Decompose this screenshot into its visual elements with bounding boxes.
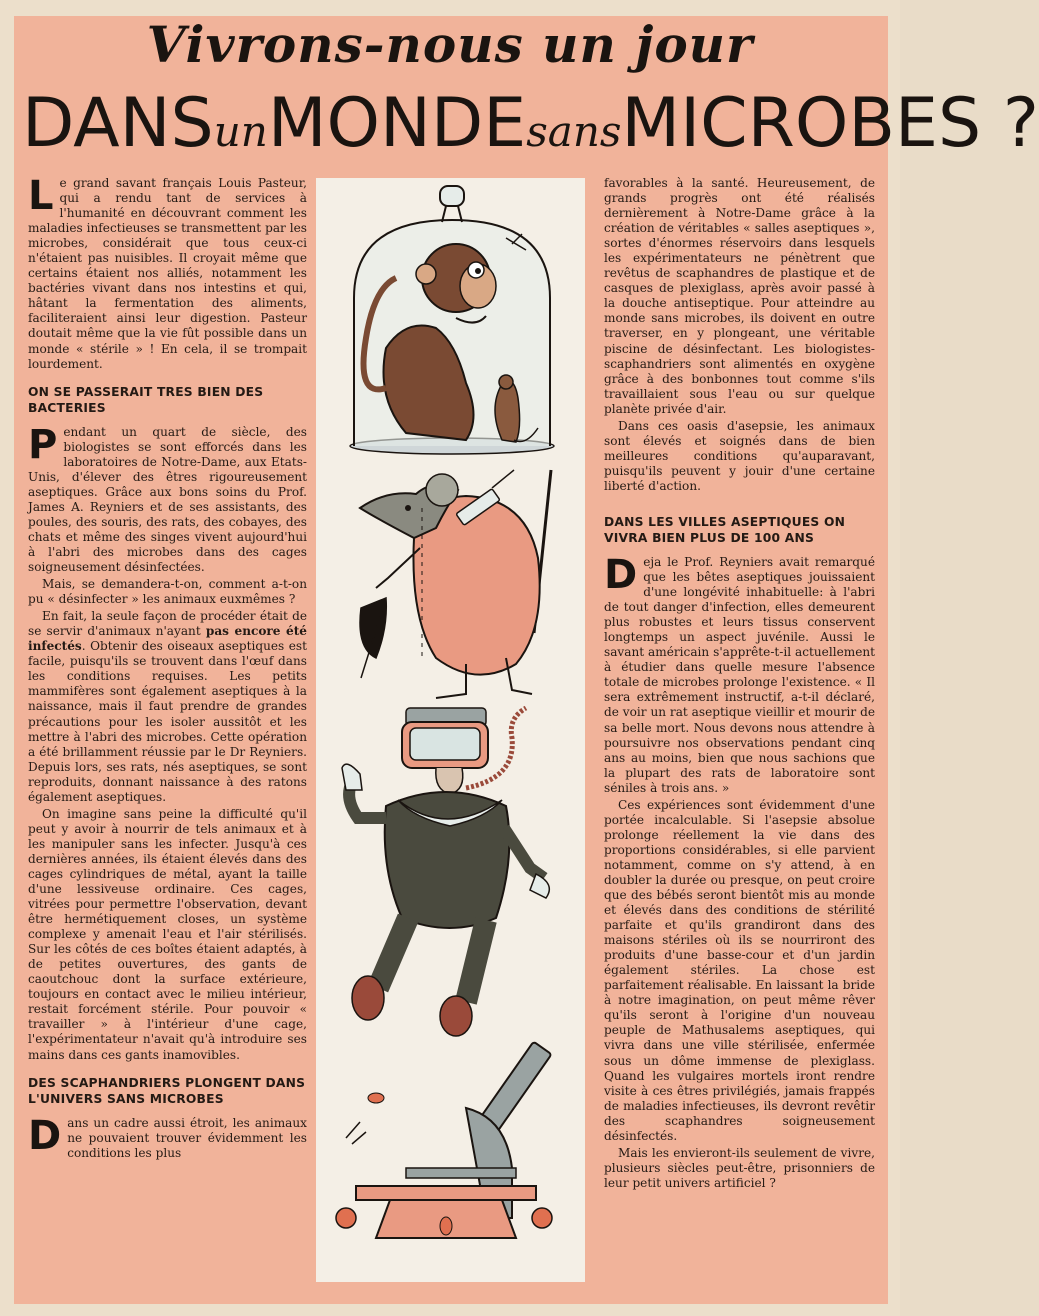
- subheading: DES SCAPHANDRIERS PLONGENT DANS L'UNIVERS SANS MICROBES: [28, 1075, 306, 1106]
- paragraph: favorables à la santé. Heureusement, de grands progrès ont été réalisés dernièrement à Notre-Dame grâce à la création de véritables « salles aseptiques », sortes d'énormes réservoirs dans lesquels les expérimentateurs ne pénètrent que revêtus de scaphandres de plastique et de casques de plexiglass, après avoir passé à la douche antiseptique. Pour atteindre au monde sans microbes, ils doivent en outre traverser, en y plongeant, une véritable piscine de désinfectant. Les biologistes-scaphandriers sont alimentés en oxygène grâce à des bonbonnes tout comme s'ils travaillaient sous l'eau ou sur quelque planète privée d'air.: [604, 176, 875, 416]
- microscope-panel: [336, 1042, 552, 1238]
- paragraph: En fait, la seule façon de procéder était de se servir d'animaux n'ayant pas encore été infectés. Obtenir des oiseaux aseptiques est facile, puisqu'ils se trouvent dans l'œuf dans les conditions requises. Les petits mammifères sont également aseptiques à la naissance, mais il faut prendre de grandes précautions pour les isoler aussitôt et les mettre à l'abri des microbes. Cette opération a été brillamment réussie par le Dr Reyniers. Depuis lors, ses rats, nés aseptiques, se sont reproduits, donnant naissance à des ratons également aseptiques.: [28, 609, 307, 804]
- illustration-strip: [316, 178, 585, 1282]
- headline-part4: sans: [526, 107, 622, 156]
- headline: [22, 76, 1039, 172]
- drop-cap: D: [604, 551, 638, 598]
- headline-part3: MONDE: [267, 84, 527, 163]
- bell-jar-panel: [350, 186, 554, 454]
- right-column: [604, 176, 875, 1193]
- paragraph: Pendant un quart de siècle, des biologistes se sont efforcés dans les laboratoires de Notre-Dame, aux Etats-Unis, d'élever des êtres rigoureusement aseptiques. Grâce aux bons soins du Prof. James A. Reyniers et de ses assistants, des poules, des souris, des rats, des cobayes, des chats et même des singes vivent aujourd'hui à l'abri des microbes dans des cages soigneusement désinfectées.: [28, 421, 307, 575]
- drop-cap: D: [28, 1112, 62, 1159]
- kicker-title: Vivrons-nous un jour: [146, 15, 754, 74]
- intro-paragraph: Le grand savant français Louis Pasteur, qui a rendu tant de services à l'humanité en découvrant comment les maladies infectieuses se transmettent par les microbes, considérait que tous ceux-ci n'étaient pas nuisibles. Il croyait même que certains étaient nos alliés, notamment les bactéries vivant dans nos intestins et qui, hâtant la fermentation des aliments, faciliteraient ainsi leur digestion. Pasteur doutait même que la vie fût possible dans un monde « stérile » ! En cela, il se trompait lourdement.: [28, 173, 307, 371]
- paragraph: Mais les envieront-ils seulement de vivre, plusieurs siècles peut-être, prisonniers de leur petit univers artificiel ?: [604, 1145, 875, 1190]
- subheading: ON SE PASSERAIT TRES BIEN DES BACTERIES: [28, 384, 264, 415]
- paragraph: Deja le Prof. Reyniers avait remarqué que les bêtes aseptiques jouissaient d'une longévité inhabituelle: à l'abri de tout danger d'infection, elles demeurent plus robustes et leurs tissus conservent longtemps un aspect juvénile. Aussi le savant américain s'apprête-t-il actuellement à étudier dans quelle mesure l'absence totale de microbes prolonge l'existence. « Il sera extrêmement instructif, a-t-il déclaré, de voir un rat aseptique vieillir et mourir de sa belle mort. Nous devons nous attendre à poursuivre nos observations pendant cinq ans au moins, bien que nous sachions que la plupart des rats de laboratoire sont séniles à trois ans. »: [604, 551, 875, 795]
- paragraph: Dans ces oasis d'asepsie, les animaux sont élevés et soignés dans de bien meilleures conditions qu'auparavant, puisqu'ils peuvent y jouir d'une certaine liberté d'action.: [604, 418, 875, 493]
- paragraph: Dans un cadre aussi étroit, les animaux ne pouvaient trouver évidemment les conditions les plus: [28, 1112, 307, 1160]
- drop-cap: L: [28, 173, 54, 219]
- paragraph: On imagine sans peine la difficulté qu'il peut y avoir à nourrir de tels animaux et à les manipuler sans les infecter. Jusqu'à ces dernières années, ils étaient élevés dans des cages cylindriques de métal, ayant la taille d'une lessiveuse ordinaire. Ces cages, vitrées pour permettre l'observation, devant être hermétiquement closes, un système complexe y amenait l'eau et l'air stérilisés. Sur les côtés de ces boîtes étaient adaptés, à de petites ouvertures, des gants de caoutchouc dont la surface extérieure, toujours en contact avec le milieu intérieur, restait forcément stérile. Pour pouvoir « travailler » à l'intérieur d'une cage, l'expérimentateur n'avait qu'à introduire ses mains dans ces gants inamovibles.: [28, 806, 307, 1062]
- headline-part1: DANS: [22, 84, 214, 163]
- mouse-panel: [360, 470, 551, 698]
- left-column: [28, 173, 307, 1163]
- diver-panel: [342, 708, 549, 1036]
- drop-cap: P: [28, 421, 58, 468]
- headline-part5: MICROBES: [621, 84, 982, 163]
- subheading: DANS LES VILLES ASEPTIQUES ON VIVRA BIEN PLUS DE 100 ANS: [604, 514, 846, 545]
- illustration: [316, 178, 585, 1282]
- headline-part2: un: [213, 107, 268, 156]
- paragraph: Ces expériences sont évidemment d'une portée incalculable. Si l'asepsie absolue prolonge réellement la vie dans des proportions considérables, si elle parvient notamment, comme on s'y attend, à en doubler la durée ou presque, on peut croire que des bébés seront bientôt mis au monde et élevés dans des conditions de stérilité parfaite et qu'ils grandiront dans des maisons stériles où ils se nourriront des produits d'une basse-cour et d'un jardin également stériles. La chose est parfaitement réalisable. En laissant la bride à notre imagination, on peut même rêver qu'ils seront à l'origine d'un nouveau peuple de Mathusalems aseptiques, qui vivra dans une ville stérilisée, enfermée sous un dôme immense de plexiglass. Quand les vulgaires mortels iront rendre visite à ces êtres privilégiés, jamais frappés de maladies infectieuses, ils devront revêtir des scaphandres soigneusement désinfectés.: [604, 797, 875, 1143]
- headline-part6: ?: [1002, 84, 1039, 163]
- paragraph: Mais, se demandera-t-on, comment a-t-on pu « désinfecter » les animaux euxmêmes ?: [28, 577, 307, 607]
